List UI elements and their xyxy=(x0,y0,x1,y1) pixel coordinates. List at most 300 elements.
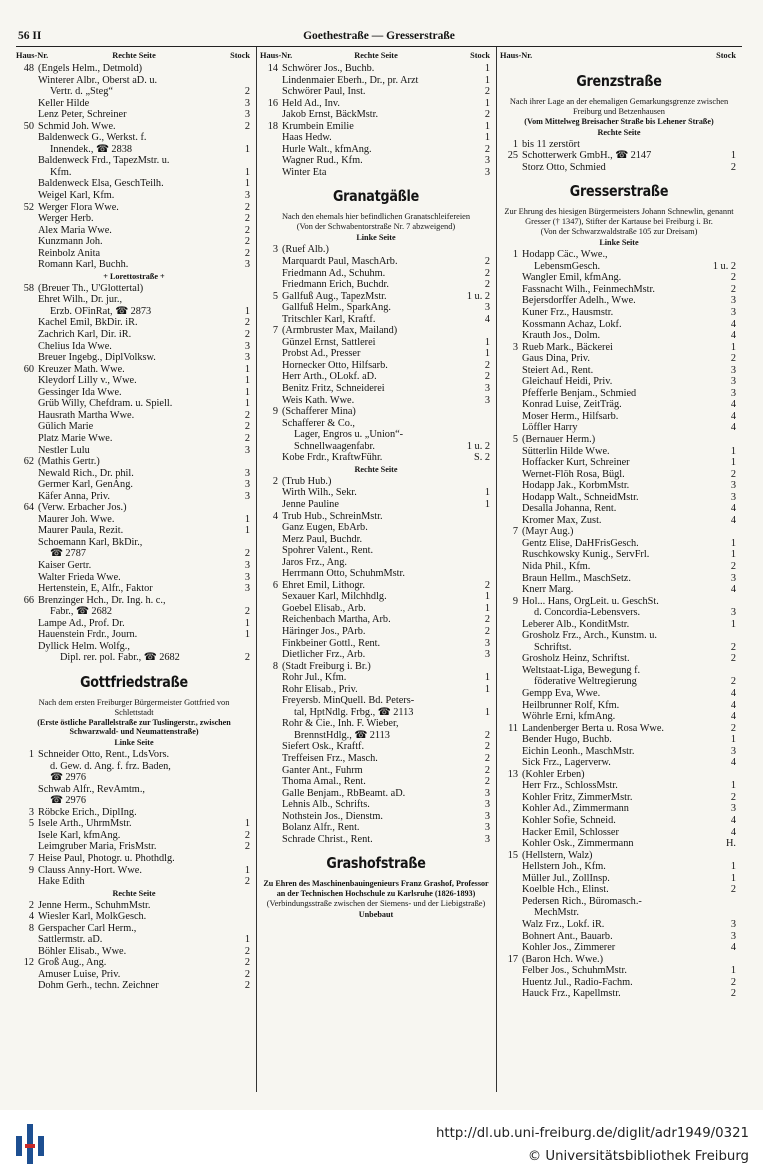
resident-name: ☎ 2787 xyxy=(50,548,86,560)
resident-name: Gaus Dina, Priv. xyxy=(522,353,590,365)
directory-entry xyxy=(16,375,252,387)
resident-name: Reichenbach Martha, Arb. xyxy=(282,614,391,626)
floor-number: 2 xyxy=(484,359,490,371)
directory-entry xyxy=(500,873,738,885)
floor-number: 4 xyxy=(730,410,736,422)
street-note: Nach ihrer Lage an der ehemaligen Gemarkungsgrenze zwischen Freiburg und Betzenhausen xyxy=(509,97,729,116)
resident-name: Haas Hedw. xyxy=(282,132,332,144)
directory-entry xyxy=(260,557,492,569)
directory-entry xyxy=(260,476,492,488)
resident-name: Herr Frz., SchlossMstr. xyxy=(522,780,618,792)
resident-name: Koelble Hch., Elinst. xyxy=(522,884,609,896)
footer-bar xyxy=(0,1110,763,1170)
floor-number: 2 xyxy=(244,432,250,444)
resident-name: Kreuzer Math. Wwe. xyxy=(38,363,125,375)
resident-name: Hodapp Cäc., Wwe., xyxy=(522,249,608,261)
floor-number: 2 xyxy=(730,641,736,653)
resident-name: Reinbolz Anita xyxy=(38,247,101,259)
resident-name: Bolanz Alfr., Rent. xyxy=(282,822,360,834)
page-title: Goethestraße — Gresserstraße xyxy=(303,30,455,42)
directory-entry xyxy=(16,911,252,923)
floor-number: 4 xyxy=(730,422,736,434)
floor-number: 2 xyxy=(484,579,490,591)
floor-number: 1 xyxy=(484,672,490,684)
house-number: 9 xyxy=(272,406,278,418)
resident-name: Probst Ad., Presser xyxy=(282,348,361,360)
floor-number: 1 xyxy=(484,683,490,695)
directory-entry xyxy=(500,965,738,977)
directory-entry xyxy=(500,457,738,469)
resident-name: Schoemann Karl, BkDir., xyxy=(38,536,143,548)
resident-name: (Engels Helm., Detmold) xyxy=(38,63,143,74)
floor-number: 3 xyxy=(244,559,250,571)
resident-name: Treffeisen Frz., Masch. xyxy=(282,752,378,764)
directory-entry xyxy=(500,584,738,596)
resident-name: Isele Karl, kfmAng. xyxy=(38,829,121,841)
street-route-note: (Vom Mittelweg Breisacher Straße bis Lehener Straße) xyxy=(524,117,714,126)
floor-number: 3 xyxy=(484,649,490,661)
directory-entry xyxy=(500,711,738,723)
floor-number: 2 xyxy=(484,371,490,383)
floor-number: 4 xyxy=(730,584,736,596)
resident-name: Grosholz Frz., Arch., Kunstm. u. xyxy=(522,630,657,642)
directory-entry xyxy=(260,684,492,696)
directory-entry xyxy=(500,769,738,781)
directory-entry xyxy=(16,957,252,969)
directory-entry xyxy=(16,433,252,445)
resident-name: Wangler Emil, kfmAng. xyxy=(522,272,622,284)
col-header-floor: Stock xyxy=(470,51,490,60)
resident-name: MechMstr. xyxy=(534,907,579,919)
header-rule xyxy=(16,46,742,47)
floor-number: 1 xyxy=(244,513,250,525)
floor-number: 1 xyxy=(730,341,736,353)
resident-name: Schwörer Paul, Inst. xyxy=(282,86,366,98)
resident-name: Moser Herm., Hilfsarb. xyxy=(522,410,619,422)
directory-entry xyxy=(500,480,738,492)
resident-name: Hol... Hans, OrgLeit. u. GeschSt. xyxy=(522,595,659,607)
floor-number: 3 xyxy=(484,155,490,167)
resident-name: (Ruef Alb.) xyxy=(282,244,329,256)
directory-entry xyxy=(500,411,738,423)
directory-entry xyxy=(500,630,738,642)
resident-name: Bejersdorffer Adelh., Wwe. xyxy=(522,295,636,307)
resident-name: d. Gew. d. Ang. f. frz. Baden, xyxy=(50,760,171,772)
directory-entry xyxy=(260,822,492,834)
floor-number: 1 xyxy=(730,618,736,630)
side-heading: Rechte Seite xyxy=(112,888,156,898)
floor-number: 1 xyxy=(484,132,490,144)
resident-name: Kohler Osk., Zimmermann xyxy=(522,838,634,850)
resident-name: Germer Karl, GenAng. xyxy=(38,479,133,491)
floor-number: 3 xyxy=(484,810,490,822)
directory-entry xyxy=(16,865,252,877)
directory-entry xyxy=(260,591,492,603)
directory-entry xyxy=(16,980,252,992)
floor-number: 3 xyxy=(244,479,250,491)
resident-name: (Mayr Aug.) xyxy=(522,526,574,538)
side-heading: Rechte Seite xyxy=(597,127,641,137)
directory-entry xyxy=(500,319,738,331)
resident-name: Dietlicher Frz., Arb. xyxy=(282,649,366,661)
resident-name: (Mathis Gertr.) xyxy=(38,456,100,468)
directory-entry xyxy=(500,307,738,319)
directory-entry xyxy=(16,818,252,830)
resident-name: Sexauer Karl, Milchhdlg. xyxy=(282,591,387,603)
floor-number: 1 xyxy=(484,120,490,132)
resident-name: Gleichauf Heidi, Priv. xyxy=(522,376,613,388)
resident-name: Ganz Eugen, EbArb. xyxy=(282,522,368,534)
page-header xyxy=(18,30,740,44)
directory-entry xyxy=(16,502,252,514)
col-header-house-no: Haus-Nr. xyxy=(260,51,293,60)
resident-name: Schneider Otto, Rent., LdsVors. xyxy=(38,749,170,761)
resident-name: Nestler Lulu xyxy=(38,444,90,456)
directory-entry xyxy=(16,387,252,399)
resident-name: Käfer Anna, Priv. xyxy=(38,490,110,502)
resident-name: Gerspacher Carl Herm., xyxy=(38,922,137,934)
resident-name: Pedersen Rich., Büromasch.- xyxy=(522,895,642,907)
directory-entry xyxy=(500,723,738,735)
resident-name: Wirth Wilh., Sekr. xyxy=(282,487,357,499)
floor-number: 3 xyxy=(244,109,250,121)
directory-entry xyxy=(260,144,492,156)
directory-entry xyxy=(16,969,252,981)
resident-name: Hoffacker Kurt, Schreiner xyxy=(522,457,630,469)
house-number: 64 xyxy=(23,502,34,514)
resident-name: Fassnacht Wilh., FeinmechMstr. xyxy=(522,283,655,295)
house-number: 8 xyxy=(28,922,34,934)
directory-entry xyxy=(16,479,252,491)
resident-name: Galle Benjam., RbBeamt. aD. xyxy=(282,787,406,799)
resident-name: ☎ 2976 xyxy=(50,772,86,784)
directory-entry xyxy=(500,261,738,273)
house-number: 52 xyxy=(23,201,34,213)
floor-number: 2 xyxy=(730,676,736,688)
resident-name: Kachel Emil, BkDir. iR. xyxy=(38,317,138,329)
floor-number: 3 xyxy=(730,376,736,388)
floor-number: 1 xyxy=(484,63,490,74)
directory-entry xyxy=(500,896,738,908)
directory-entry xyxy=(260,395,492,407)
resident-name: Romann Karl, Buchh. xyxy=(38,259,129,271)
directory-entry xyxy=(16,807,252,819)
floor-number: 2 xyxy=(730,791,736,803)
directory-entry xyxy=(16,772,252,784)
resident-name: Nothstein Jos., Dienstm. xyxy=(282,810,383,822)
university-logo-icon xyxy=(14,1122,46,1164)
house-number: 15 xyxy=(507,849,518,861)
resident-name: Rohr Elisab., Priv. xyxy=(282,683,358,695)
floor-number: 3 xyxy=(484,822,490,834)
resident-name: Röbcke Erich., DiplIng. xyxy=(38,806,137,818)
floor-number: 2 xyxy=(244,968,250,980)
directory-entry xyxy=(16,202,252,214)
directory-entry xyxy=(16,121,252,133)
directory-entry xyxy=(500,907,738,919)
floor-number: 1 xyxy=(730,861,736,873)
directory-entry xyxy=(16,618,252,630)
resident-name: Kleydorf Lilly v., Wwe. xyxy=(38,375,137,387)
floor-number: 1 xyxy=(484,498,490,510)
resident-name: Ganter Ant., Fuhrm xyxy=(282,764,363,776)
floor-number: 2 xyxy=(244,86,250,98)
resident-name: Thoma Amal., Rent. xyxy=(282,776,366,788)
directory-entry xyxy=(260,718,492,730)
resident-name: Jakob Ernst, BäckMstr. xyxy=(282,109,379,121)
directory-entry xyxy=(500,827,738,839)
directory-entry xyxy=(260,244,492,256)
house-number: 6 xyxy=(272,579,278,591)
resident-name: tal, HptNdlg. Frbg., ☎ 2113 xyxy=(294,706,414,718)
floor-number: 3 xyxy=(244,444,250,456)
directory-entry xyxy=(500,688,738,700)
directory-entry xyxy=(16,923,252,935)
resident-name: Newald Rich., Dr. phil. xyxy=(38,467,134,479)
floor-number: 1 xyxy=(484,97,490,109)
directory-entry xyxy=(500,619,738,631)
floor-number: 2 xyxy=(244,421,250,433)
resident-name: Schnellwaagenfabr. xyxy=(294,440,375,452)
resident-name: Lampe Ad., Prof. Dr. xyxy=(38,617,125,629)
house-number: 8 xyxy=(272,660,278,672)
directory-entry xyxy=(16,259,252,271)
house-number: 25 xyxy=(507,150,518,162)
house-number: 1 xyxy=(28,749,34,761)
floor-number: 2 xyxy=(244,876,250,888)
resident-name: Dohm Gerh., techn. Zeichner xyxy=(38,980,159,992)
resident-name: Kromer Max, Zust. xyxy=(522,514,602,526)
resident-name: Sattlermstr. aD. xyxy=(38,934,103,946)
directory-entry xyxy=(260,649,492,661)
floor-number: 1 xyxy=(244,143,250,155)
resident-name: Herr Arth., OLokf. aD. xyxy=(282,371,377,383)
floor-number: H. xyxy=(725,838,736,850)
floor-number: 2 xyxy=(484,776,490,788)
directory-entry xyxy=(500,330,738,342)
floor-number: 2 xyxy=(244,201,250,213)
directory-entry xyxy=(16,468,252,480)
resident-name: Platz Marie Wwe. xyxy=(38,432,113,444)
directory-entry xyxy=(16,294,252,306)
street-heading: Grashofstraße xyxy=(326,854,426,873)
resident-name: Schriftst. xyxy=(534,641,572,653)
house-number: 5 xyxy=(272,290,278,302)
directory-entry xyxy=(260,545,492,557)
floor-number: 2 xyxy=(244,409,250,421)
resident-name: Sick Frz., Lagerverw. xyxy=(522,757,611,769)
resident-name: Friedmann Erich, Buchdr. xyxy=(282,279,389,291)
directory-entry xyxy=(16,167,252,179)
side-heading: Linke Seite xyxy=(114,738,154,748)
resident-name: Ruschkowsky Kunig., ServFrl. xyxy=(522,549,650,561)
floor-number: 3 xyxy=(730,306,736,318)
directory-entry xyxy=(16,213,252,225)
resident-name: Marquardt Paul, MaschArb. xyxy=(282,256,398,268)
directory-entry xyxy=(260,511,492,523)
floor-number: 2 xyxy=(484,143,490,155)
directory-entry xyxy=(16,641,252,653)
floor-number: 2 xyxy=(484,256,490,268)
floor-number: 2 xyxy=(730,468,736,480)
resident-name: Wernet-Flöh Rosa, Bügl. xyxy=(522,468,625,480)
resident-name: (Kohler Erben) xyxy=(522,768,585,780)
directory-entry xyxy=(16,934,252,946)
resident-name: (Hellstern, Walz) xyxy=(522,849,593,861)
house-number: 18 xyxy=(267,120,278,132)
directory-entry xyxy=(16,784,252,796)
directory-entry xyxy=(260,279,492,291)
resident-name: Baldenweck G., Werkst. f. xyxy=(38,132,147,144)
resident-name: Müller Jul., ZollInsp. xyxy=(522,872,610,884)
resident-name: (Armbruster Max, Mailand) xyxy=(282,325,398,337)
directory-entry xyxy=(16,98,252,110)
directory-entry xyxy=(16,63,252,75)
floor-number: 2 xyxy=(244,120,250,132)
source-url-link[interactable]: http://dl.ub.uni-freiburg.de/diglit/adr1949/0321 xyxy=(435,1126,749,1141)
resident-name: Lindenmaier Eberh., Dr., pr. Arzt xyxy=(282,74,419,86)
directory-entry xyxy=(260,661,492,673)
directory-entry xyxy=(16,190,252,202)
directory-entry xyxy=(16,548,252,560)
floor-number: 3 xyxy=(484,833,490,845)
directory-entry xyxy=(500,515,738,527)
resident-name: (Bernauer Herm.) xyxy=(522,433,596,445)
resident-name: Grosholz Heinz, Schriftst. xyxy=(522,653,630,665)
directory-entry xyxy=(260,291,492,303)
floor-number: 4 xyxy=(730,711,736,723)
resident-name: ☎ 2976 xyxy=(50,795,86,807)
resident-name: Krumbein Emilie xyxy=(282,120,354,132)
floor-number: 2 xyxy=(730,161,736,173)
directory-entry xyxy=(16,178,252,190)
directory-entry xyxy=(260,360,492,372)
directory-entry xyxy=(500,861,738,873)
resident-name: Kobe Frdr., KraftwFühr. xyxy=(282,452,383,464)
floor-number: 1 xyxy=(484,706,490,718)
side-heading: Linke Seite xyxy=(599,238,639,248)
directory-entry xyxy=(260,741,492,753)
floor-number: 2 xyxy=(244,606,250,618)
resident-name: Hornecker Otto, Hilfsarb. xyxy=(282,359,388,371)
resident-name: Schrade Christ., Rent. xyxy=(282,833,373,845)
resident-name: Löffler Harry xyxy=(522,422,578,434)
directory-entry xyxy=(500,931,738,943)
directory-entry xyxy=(16,853,252,865)
street-route-note: Zu Ehren des Maschinenbauingenieurs Franz Grashof, Professor an der Technischen Hochschule zu Karlsruhe (1826-1893) xyxy=(263,879,489,898)
directory-entry xyxy=(500,919,738,931)
floor-number: 1 xyxy=(244,398,250,410)
directory-entry xyxy=(16,317,252,329)
directory-entry xyxy=(260,406,492,418)
floor-number: 2 xyxy=(244,224,250,236)
floor-number: 1 xyxy=(730,780,736,792)
floor-number: 3 xyxy=(484,637,490,649)
floor-number: 1 u. 2 xyxy=(712,260,736,272)
resident-name: Kossmann Achaz, Lokf. xyxy=(522,318,622,330)
floor-number: 2 xyxy=(244,841,250,853)
floor-number: 2 xyxy=(484,109,490,121)
resident-name: Leimgruber Maria, FrisMstr. xyxy=(38,841,157,853)
floor-number: 2 xyxy=(244,213,250,225)
floor-number: 2 xyxy=(244,317,250,329)
floor-number: 3 xyxy=(244,190,250,202)
resident-name: Schmid Joh. Wwe. xyxy=(38,120,116,132)
floor-number: 2 xyxy=(484,752,490,764)
directory-entry xyxy=(260,98,492,110)
resident-name: Hertenstein, E, Alfr., Faktor xyxy=(38,583,153,595)
directory-entry xyxy=(500,549,738,561)
resident-name: Hellstern Joh., Kfm. xyxy=(522,861,606,873)
street-note: Nach den ehemals hier befindlichen Granatschleifereien xyxy=(281,212,471,222)
floor-number: 3 xyxy=(484,166,490,178)
floor-number: 4 xyxy=(730,688,736,700)
directory-entry xyxy=(500,503,738,515)
resident-name: (Baron Hch. Wwe.) xyxy=(522,953,604,965)
floor-number: 1 xyxy=(484,591,490,603)
resident-name: Desalla Johanna, Rent. xyxy=(522,503,617,515)
resident-name: (Stadt Freiburg i. Br.) xyxy=(282,660,371,672)
directory-entry xyxy=(260,75,492,87)
directory-entry xyxy=(260,348,492,360)
resident-name: Zachrich Karl, Dir. iR. xyxy=(38,329,132,341)
directory-entry xyxy=(500,365,738,377)
floor-number: 1 xyxy=(244,166,250,178)
resident-name: Heise Paul, Photogr. u. Phothdlg. xyxy=(38,853,175,864)
floor-number: 3 xyxy=(484,383,490,395)
directory-entry xyxy=(260,534,492,546)
directory-entry xyxy=(500,780,738,792)
floor-number: 3 xyxy=(730,930,736,942)
house-number: 50 xyxy=(23,120,34,132)
floor-number: 2 xyxy=(730,561,736,572)
resident-name: Clauss Anny-Hort. Wwe. xyxy=(38,864,142,876)
col-header-side: Rechte Seite xyxy=(354,51,398,60)
directory-entry xyxy=(500,653,738,665)
floor-number: 3 xyxy=(244,467,250,479)
directory-entry xyxy=(500,607,738,619)
resident-name: (Verw. Erbacher Jos.) xyxy=(38,502,127,514)
directory-entry xyxy=(260,383,492,395)
street-note: (Von der Schwabentorstraße Nr. 7 abzweigend) xyxy=(296,222,456,232)
column-header xyxy=(260,50,492,63)
directory-entry xyxy=(16,841,252,853)
house-number: 3 xyxy=(512,341,518,353)
resident-name: Krauth Jos., Dolm. xyxy=(522,330,601,342)
floor-number: 1 xyxy=(730,549,736,561)
resident-name: Breuer Ingebg., DiplVolksw. xyxy=(38,352,156,364)
directory-entry xyxy=(16,583,252,595)
floor-number: 4 xyxy=(484,313,490,325)
floor-number: 2 xyxy=(730,283,736,295)
resident-name: Pfefferle Benjam., Schmied xyxy=(522,387,637,399)
resident-name: Amuser Luise, Priv. xyxy=(38,968,121,980)
street-heading: Gottfriedstraße xyxy=(80,672,188,691)
resident-name: Gessinger Ida Wwe. xyxy=(38,386,122,398)
resident-name: Gallfuß Helm., SparkAng. xyxy=(282,302,391,314)
directory-entry xyxy=(500,422,738,434)
directory-entry xyxy=(16,421,252,433)
floor-number: 1 xyxy=(484,74,490,86)
house-number: 3 xyxy=(28,806,34,818)
directory-entry xyxy=(260,418,492,430)
floor-number: 2 xyxy=(484,764,490,776)
resident-name: Eichin Leonh., MaschMstr. xyxy=(522,745,635,757)
directory-entry xyxy=(260,337,492,349)
house-number: 2 xyxy=(28,899,34,911)
resident-name: Wiesler Karl, MolkGesch. xyxy=(38,911,147,923)
floor-number: 3 xyxy=(484,394,490,406)
